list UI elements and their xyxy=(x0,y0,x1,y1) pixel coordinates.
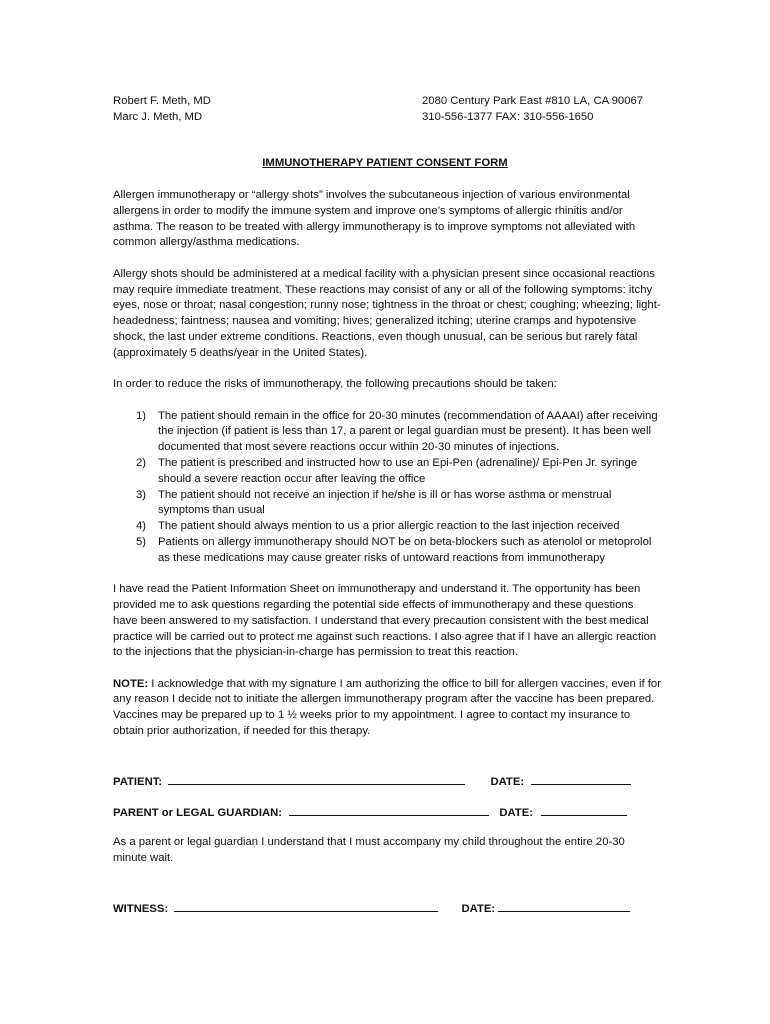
witness-signature-line[interactable] xyxy=(174,899,438,912)
intro-paragraph: Allergen immunotherapy or “allergy shots” involves the subcutaneous injection of various environmental allergens in order to modify the immune system and improve one’s symptoms of allergic rhinitis and/or asthma. The reason to be treated with allergy immunotherapy is to improve symptoms not alleviated with common allergy/asthma medications. xyxy=(113,189,636,249)
office-address: 2080 Century Park East #810 LA, CA 90067 xyxy=(422,95,644,107)
guardian-label: PARENT or LEGAL GUARDIAN: xyxy=(113,807,283,819)
witness-date-label: DATE: xyxy=(461,903,496,915)
list-number: 3) xyxy=(136,488,147,501)
list-number: 2) xyxy=(136,456,147,469)
list-text: The patient is prescribed and instructed how to use an Epi-Pen (adrenaline)/ Epi-Pen Jr. syringe should a severe reaction occur after leaving the office xyxy=(158,456,638,485)
note-label: NOTE: xyxy=(113,677,149,690)
guardian-note: As a parent or legal guardian I understand that I must accompany my child throughout the entire 20-30 minute wait. xyxy=(113,836,625,864)
list-item xyxy=(113,456,661,488)
note-text: I acknowledge that with my signature I am authorizing the office to bill for allergen vaccines, even if for any reason I decide not to initiate the allergen immunotherapy program after the vaccine has been prepared. Vaccines may be prepared up to 1 ½ weeks prior to my appointment. I agree to contact my insurance to obtain prior authorization, if needed for this therapy. xyxy=(113,677,661,738)
list-text: The patient should always mention to us a prior allergic reaction to the last injection received xyxy=(158,520,620,533)
patient-date-line[interactable] xyxy=(531,772,631,785)
precautions-list xyxy=(113,409,661,567)
patient-date-label: DATE: xyxy=(490,776,525,788)
office-contact xyxy=(422,94,643,126)
patient-label: PATIENT: xyxy=(113,776,163,788)
list-number: 5) xyxy=(136,535,147,548)
list-text: The patient should not receive an injection if he/she is ill or has worse asthma or menstrual symptoms than usual xyxy=(158,488,612,517)
witness-signature-row xyxy=(113,899,630,918)
list-item xyxy=(113,488,661,520)
list-item xyxy=(113,409,661,456)
reactions-paragraph: Allergy shots should be administered at a medical facility with a physician present since occasional reactions may require immediate treatment. These reactions may consist of any or all of the following symptoms: itchy eyes, nose or throat; nasal congestion; runny nose; tightness in the throat or chest; coughing; wheezing; light-headedness; faintness; nausea and vomiting; hives; generalized itching; uterine cramps and hypotensive shock, the last under extreme conditions. Reactions, even though unusual, can be serious but rarely fatal (approximately 5 deaths/year in the United States). xyxy=(113,267,661,359)
witness-date-line[interactable] xyxy=(498,899,630,912)
form-body xyxy=(113,188,661,755)
guardian-date-label: DATE: xyxy=(499,807,534,819)
guardian-signature-row xyxy=(113,803,627,822)
acknowledgement-paragraph: I have read the Patient Information Sheet on immunotherapy and understand it. The opportunity has been provided me to ask questions regarding the potential side effects of immunotherapy and these questions have been answered to my satisfaction. I understand that every precaution consistent with the best medical practice will be carried out to protect me against such reactions. I also agree that if I have an allergic reaction to the injections that the physician-in-charge has permission to treat this reaction. xyxy=(113,583,657,659)
note-paragraph xyxy=(113,677,661,740)
list-text: Patients on allergy immunotherapy should NOT be on beta-blockers such as atenolol or metoprolol as these medications may cause greater risks of untoward reactions from immunotherapy xyxy=(158,535,652,564)
witness-label: WITNESS: xyxy=(113,903,169,915)
list-number: 4) xyxy=(136,520,147,533)
list-item xyxy=(113,535,661,567)
patient-signature-row xyxy=(113,772,631,791)
precautions-intro: In order to reduce the risks of immunotherapy, the following precautions should be taken: xyxy=(113,378,557,391)
guardian-signature-line[interactable] xyxy=(289,803,489,816)
physician-name: Marc J. Meth, MD xyxy=(113,110,203,123)
list-text: The patient should remain in the office for 20-30 minutes (recommendation of AAAAI) after receiving the injection (if patient is less than 17, a parent or legal guardian must be present). It has been well documented that most severe reactions occur within 20-30 minutes of injections. xyxy=(158,409,658,454)
guardian-date-line[interactable] xyxy=(541,803,627,816)
list-number: 1) xyxy=(136,409,147,422)
patient-signature-line[interactable] xyxy=(168,772,465,785)
office-phone-fax: 310-556-1377 FAX: 310-556-1650 xyxy=(422,110,594,123)
physician-names xyxy=(113,94,211,126)
physician-name: Robert F. Meth, MD xyxy=(113,95,211,107)
list-item xyxy=(113,519,661,535)
form-title: IMMUNOTHERAPY PATIENT CONSENT FORM xyxy=(262,157,508,169)
